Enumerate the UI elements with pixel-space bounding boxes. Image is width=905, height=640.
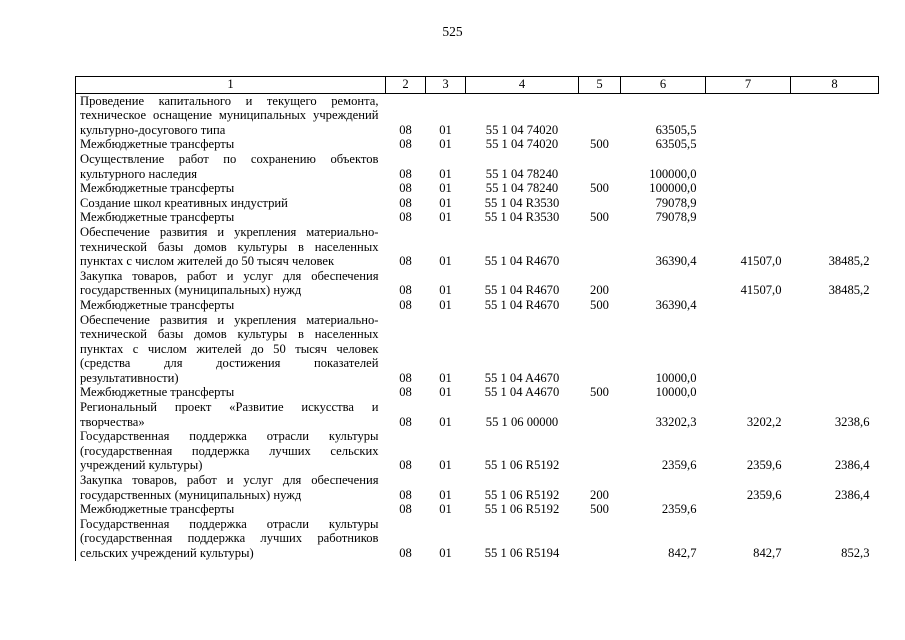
row-value-cell: 10000,0 xyxy=(655,385,697,400)
row-value-cell: 55 1 04 R4670 xyxy=(484,283,560,298)
row-value-cell: 79078,9 xyxy=(655,195,697,210)
row-value-cell: 55 1 06 R5192 xyxy=(484,458,560,473)
row-value-cell: 08 xyxy=(399,254,412,269)
row-value-cell: 500 xyxy=(590,297,609,312)
table-row xyxy=(76,269,879,298)
row-value-cell: 01 xyxy=(439,137,452,152)
row-value-cell: 01 xyxy=(439,195,452,210)
header-col-6: 6 xyxy=(621,77,706,94)
row-value-cell: 08 xyxy=(399,458,412,473)
row-value-cell xyxy=(579,429,621,473)
row-value-cell: 3202,2 xyxy=(746,414,782,429)
row-value-cell: 08 xyxy=(399,181,412,196)
row-value-cell: 55 1 06 00000 xyxy=(485,414,559,429)
row-value-cell: 01 xyxy=(439,210,452,225)
row-value-cell: 55 1 04 R3530 xyxy=(484,195,560,210)
row-value-cell: 08 xyxy=(399,502,412,517)
table-row xyxy=(76,429,879,473)
row-name-cell: Региональный проект «Развитие искусства и творчества» xyxy=(76,400,386,429)
row-value-cell xyxy=(791,196,879,211)
table-header xyxy=(76,77,879,94)
row-value-cell xyxy=(706,385,791,400)
row-value-cell xyxy=(579,517,621,561)
row-value-cell: 500 xyxy=(590,385,609,400)
row-value-cell: 100000,0 xyxy=(649,181,697,196)
row-value-cell: 200 xyxy=(590,283,609,298)
header-col-7: 7 xyxy=(706,77,791,94)
row-value-cell: 08 xyxy=(399,414,412,429)
row-name-cell: Обеспечение развития и укрепления материально-технической базы домов культуры в населенных пунктах с числом жителей до 50 тысяч человек xyxy=(76,225,386,269)
row-name-cell: Осуществление работ по сохранению объектов культурного наследия xyxy=(76,152,386,181)
header-col-8: 8 xyxy=(791,77,879,94)
row-value-cell: 01 xyxy=(439,283,452,298)
row-value-cell: 3238,6 xyxy=(834,414,870,429)
row-value-cell xyxy=(706,152,791,181)
table-row xyxy=(76,225,879,269)
header-col-4: 4 xyxy=(466,77,579,94)
table-row xyxy=(76,181,879,196)
row-value-cell: 08 xyxy=(399,297,412,312)
row-value-cell xyxy=(791,313,879,386)
row-value-cell xyxy=(791,210,879,225)
row-value-cell xyxy=(791,298,879,313)
row-name-cell: Проведение капитального и текущего ремонта, техническое оснащение муниципальных учреждений культурно-досугового типа xyxy=(76,93,386,137)
row-value-cell xyxy=(791,502,879,517)
table-row xyxy=(76,152,879,181)
row-value-cell xyxy=(791,152,879,181)
row-value-cell: 842,7 xyxy=(753,546,782,560)
row-name-cell: Межбюджетные трансферты xyxy=(76,210,386,225)
row-value-cell xyxy=(621,269,706,298)
row-value-cell: 55 1 04 74020 xyxy=(485,122,559,137)
header-col-1: 1 xyxy=(76,77,386,94)
row-name-cell: Создание школ креативных индустрий xyxy=(76,196,386,211)
row-value-cell xyxy=(791,137,879,152)
row-value-cell: 08 xyxy=(399,370,412,385)
row-value-cell: 01 xyxy=(439,370,452,385)
row-name-cell: Межбюджетные трансферты xyxy=(76,385,386,400)
table-row xyxy=(76,93,879,137)
row-value-cell: 01 xyxy=(439,502,452,517)
row-value-cell: 10000,0 xyxy=(655,370,697,385)
row-value-cell xyxy=(621,473,706,502)
row-value-cell: 63505,5 xyxy=(655,137,697,152)
table-row xyxy=(76,517,879,561)
row-name-cell: Обеспечение развития и укрепления материально-технической базы домов культуры в населенных пунктах с числом жителей до 50 тысяч человек (средства для достижения показателей результативности) xyxy=(76,313,386,386)
header-col-3: 3 xyxy=(426,77,466,94)
row-value-cell xyxy=(706,137,791,152)
row-value-cell xyxy=(791,181,879,196)
row-value-cell: 63505,5 xyxy=(655,122,697,137)
row-value-cell: 2359,6 xyxy=(661,502,697,517)
row-value-cell: 55 1 06 R5192 xyxy=(484,487,560,502)
row-value-cell: 55 1 04 R4670 xyxy=(484,297,560,312)
row-value-cell: 08 xyxy=(399,166,412,181)
row-value-cell: 08 xyxy=(399,546,412,560)
row-value-cell: 01 xyxy=(439,487,452,502)
row-value-cell: 55 1 04 A4670 xyxy=(484,370,560,385)
row-value-cell: 500 xyxy=(590,137,609,152)
row-value-cell xyxy=(579,313,621,386)
row-value-cell: 01 xyxy=(439,546,452,560)
row-value-cell: 842,7 xyxy=(668,546,697,560)
row-value-cell: 08 xyxy=(399,195,412,210)
row-value-cell: 08 xyxy=(399,210,412,225)
row-value-cell xyxy=(706,298,791,313)
row-value-cell: 55 1 04 78240 xyxy=(485,181,559,196)
page-number: 525 xyxy=(442,24,463,39)
row-value-cell: 200 xyxy=(590,487,609,502)
header-col-2: 2 xyxy=(386,77,426,94)
row-value-cell: 55 1 06 R5192 xyxy=(484,502,560,517)
table-row xyxy=(76,137,879,152)
row-value-cell: 08 xyxy=(399,283,412,298)
row-value-cell xyxy=(579,400,621,429)
row-value-cell xyxy=(706,502,791,517)
row-value-cell: 852,3 xyxy=(841,546,870,560)
row-value-cell xyxy=(706,210,791,225)
row-value-cell: 38485,2 xyxy=(828,254,870,269)
table-row xyxy=(76,473,879,502)
row-value-cell: 500 xyxy=(590,210,609,225)
row-value-cell: 55 1 04 R3530 xyxy=(484,210,560,225)
row-value-cell: 2386,4 xyxy=(834,487,870,502)
row-value-cell: 2359,6 xyxy=(746,458,782,473)
budget-table xyxy=(75,76,879,561)
row-value-cell: 2386,4 xyxy=(834,458,870,473)
row-value-cell: 01 xyxy=(439,166,452,181)
row-value-cell: 38485,2 xyxy=(828,283,870,298)
row-value-cell xyxy=(579,196,621,211)
row-name-cell: Межбюджетные трансферты xyxy=(76,137,386,152)
row-value-cell: 500 xyxy=(590,502,609,517)
row-value-cell xyxy=(706,93,791,137)
row-value-cell: 100000,0 xyxy=(649,166,697,181)
row-value-cell: 01 xyxy=(439,122,452,137)
row-name-cell: Государственная поддержка отрасли культуры (государственная поддержка лучших сельских учреждений культуры) xyxy=(76,429,386,473)
row-name-cell: Межбюджетные трансферты xyxy=(76,181,386,196)
row-value-cell: 01 xyxy=(439,458,452,473)
row-value-cell xyxy=(791,93,879,137)
row-value-cell: 36390,4 xyxy=(655,254,697,269)
table-row xyxy=(76,298,879,313)
row-value-cell: 55 1 06 R5194 xyxy=(484,546,560,560)
row-value-cell xyxy=(706,181,791,196)
row-value-cell: 55 1 04 74020 xyxy=(485,137,559,152)
row-value-cell: 55 1 04 A4670 xyxy=(484,385,560,400)
table-row xyxy=(76,385,879,400)
row-value-cell: 08 xyxy=(399,122,412,137)
row-name-cell: Межбюджетные трансферты xyxy=(76,298,386,313)
row-name-cell: Закупка товаров, работ и услуг для обеспечения государственных (муниципальных) нужд xyxy=(76,269,386,298)
table-row xyxy=(76,196,879,211)
row-value-cell: 01 xyxy=(439,414,452,429)
row-value-cell: 55 1 04 R4670 xyxy=(484,254,560,269)
row-name-cell: Государственная поддержка отрасли культуры (государственная поддержка лучших работников сельских учреждений культуры) xyxy=(76,517,386,561)
row-value-cell xyxy=(706,313,791,386)
row-value-cell: 01 xyxy=(439,385,452,400)
table-header-row xyxy=(76,77,879,94)
table-row xyxy=(76,313,879,386)
header-col-5: 5 xyxy=(579,77,621,94)
row-name-cell: Закупка товаров, работ и услуг для обеспечения государственных (муниципальных) нужд xyxy=(76,473,386,502)
row-value-cell xyxy=(579,225,621,269)
row-value-cell: 08 xyxy=(399,385,412,400)
row-value-cell: 41507,0 xyxy=(740,283,782,298)
row-value-cell: 01 xyxy=(439,254,452,269)
table-body xyxy=(76,93,879,561)
row-name-cell: Межбюджетные трансферты xyxy=(76,502,386,517)
row-value-cell: 36390,4 xyxy=(655,297,697,312)
row-value-cell: 08 xyxy=(399,487,412,502)
row-value-cell xyxy=(579,93,621,137)
row-value-cell: 41507,0 xyxy=(740,254,782,269)
row-value-cell: 55 1 04 78240 xyxy=(485,166,559,181)
table-row xyxy=(76,400,879,429)
row-value-cell: 500 xyxy=(590,181,609,196)
row-value-cell xyxy=(791,385,879,400)
row-value-cell: 08 xyxy=(399,137,412,152)
row-value-cell xyxy=(706,196,791,211)
row-value-cell: 79078,9 xyxy=(655,210,697,225)
row-value-cell xyxy=(579,152,621,181)
row-value-cell: 2359,6 xyxy=(746,487,782,502)
table-row xyxy=(76,502,879,517)
row-value-cell: 01 xyxy=(439,181,452,196)
row-value-cell: 33202,3 xyxy=(655,414,697,429)
row-value-cell: 2359,6 xyxy=(661,458,697,473)
table-row xyxy=(76,210,879,225)
row-value-cell: 01 xyxy=(439,297,452,312)
